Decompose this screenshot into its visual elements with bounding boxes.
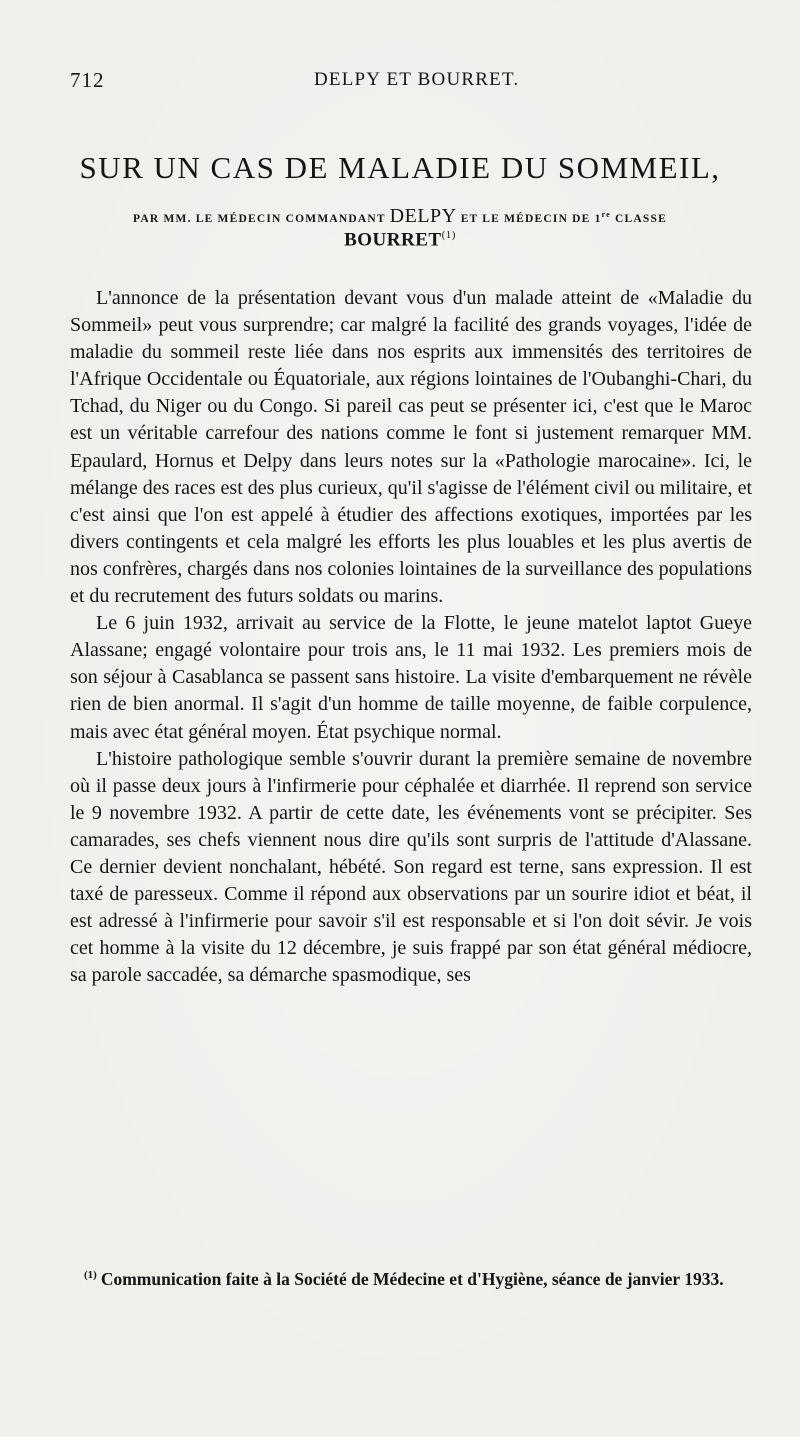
byline	[0, 205, 800, 228]
article-body	[70, 285, 752, 989]
paragraph-1: L'annonce de la présentation devant vous d'un malade atteint de «Maladie du Sommeil» peut vous surprendre; car malgré la facilité des grands voyages, l'idée de maladie du sommeil reste liée dans nos esprits aux immensités des territoires de l'Afrique Occidentale ou Équatoriale, aux régions lointaines de l'Oubanghi-Chari, du Tchad, du Niger ou du Congo. Si pareil cas peut se présenter ici, c'est que le Maroc est un véritable carrefour des nations comme le font si justement remarquer MM. Epaulard, Hornus et Delpy dans leurs notes sur la «Pathologie marocaine». Ici, le mélange des races est des plus curieux, qu'il s'agisse de l'élément civil ou militaire, et c'est ainsi que l'on est appelé à étudier des affections exotiques, importées par les divers contingents et cela malgré les efforts les plus louables et les plus avertis de nos confrères, chargés dans nos colonies lointaines de la surveillance des populations et du recrutement des futurs soldats ou marins.	[70, 287, 752, 608]
byline-suffix: CLASSE	[615, 213, 667, 225]
running-head	[70, 68, 750, 94]
footnote-mark: (1)	[84, 1269, 97, 1281]
byline-ordinal: re	[601, 210, 611, 220]
article-title: SUR UN CAS DE MALADIE DU SOMMEIL,	[79, 150, 721, 185]
paragraph-2: Le 6 juin 1932, arrivait au service de la Flotte, le jeune matelot laptot Gueye Alassane; engagé volontaire pour trois ans, le 11 mai 1932. Les premiers mois de son séjour à Casablanca se passent sans histoire. La visite d'embarquement ne révèle rien de bien anormal. Il s'agit d'un homme de taille moyenne, de faible corpulence, mais avec état général moyen. État psychique normal.	[70, 612, 752, 743]
page-number: 712	[70, 68, 105, 92]
footnote-text: Communication faite à la Société de Médecine et d'Hygiène, séance de janvier 1933.	[100, 1268, 724, 1289]
author-bourret: BOURRET	[344, 229, 442, 251]
byline-middle: ET LE MÉDECIN DE 1	[460, 213, 602, 225]
running-title: DELPY ET BOURRET.	[314, 69, 520, 90]
footnote	[62, 1262, 752, 1292]
footnote-reference: (1)	[441, 229, 456, 241]
byline-prefix: PAR MM. LE MÉDECIN COMMANDANT	[133, 213, 386, 225]
paragraph-3: L'histoire pathologique semble s'ouvrir durant la première semaine de novembre où il passe deux jours à l'infirmerie pour céphalée et diarrhée. Il reprend son service le 9 novembre 1932. A partir de cette date, les événements vont se précipiter. Ses camarades, ses chefs viennent nous dire qu'ils sont surpris de l'attitude d'Alassane. Ce dernier devient nonchalant, hébété. Son regard est terne, sans expression. Il est taxé de paresseux. Comme il répond aux observations par un sourire idiot et béat, il est adressé à l'infirmerie pour savoir s'il est responsable et si l'on doit sévir. Je vois cet homme à la visite du 12 décembre, je suis frappé par son état général médiocre, sa parole saccadée, sa démarche spasmodique, ses	[70, 747, 752, 987]
author-delpy: DELPY	[389, 205, 457, 227]
author-bourret-line	[0, 229, 800, 251]
